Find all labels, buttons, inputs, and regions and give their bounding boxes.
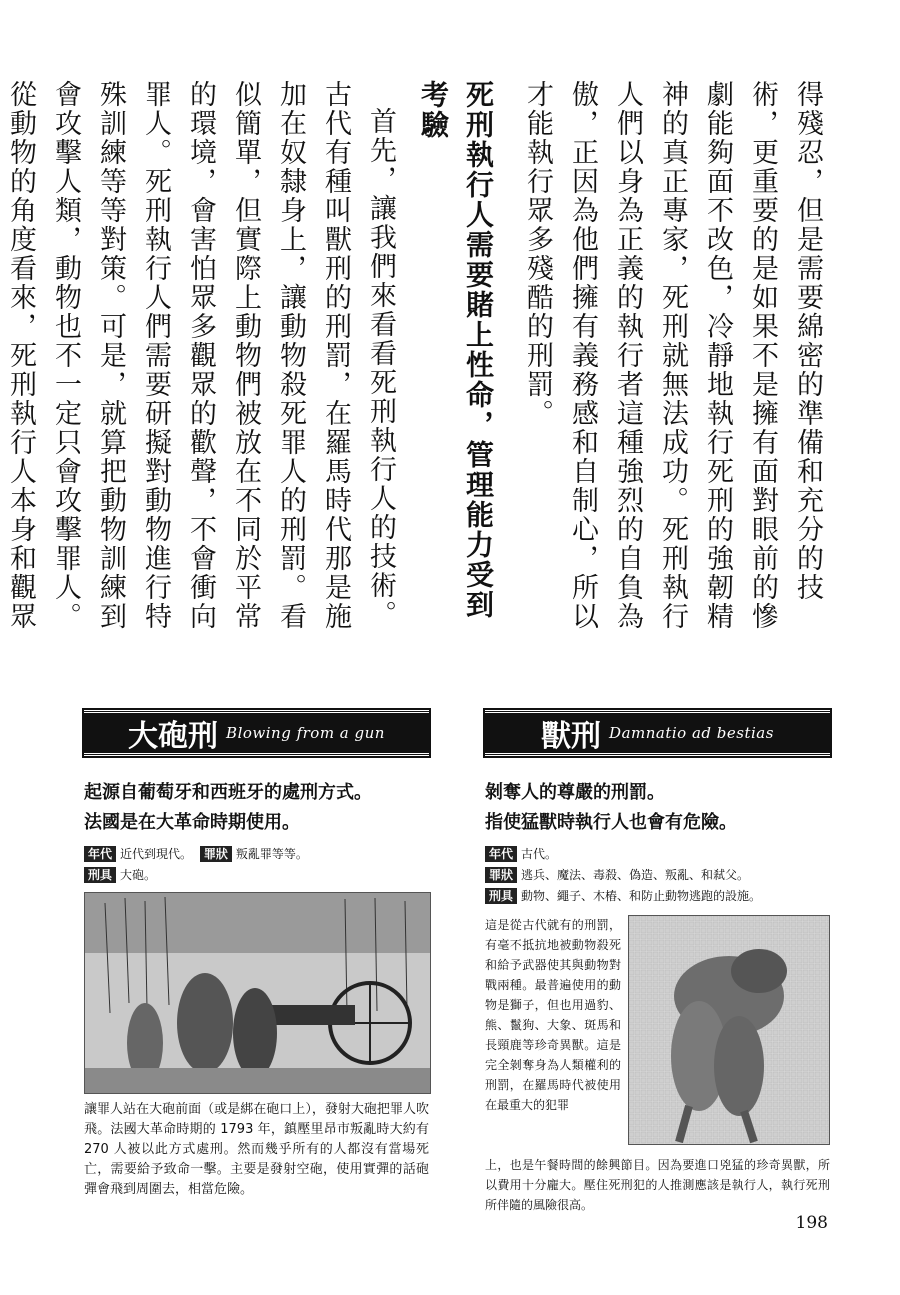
beast-meta <box>485 844 830 907</box>
era-value: 近代到現代。 <box>120 847 193 861</box>
beast-body <box>485 915 830 1155</box>
beast-subtitle-line-1: 剝奪人的尊嚴的刑罰。 <box>485 782 665 803</box>
cannon-illustration <box>85 893 430 1093</box>
crime-tag: 罪狀 <box>485 867 517 883</box>
beast-float-text: 這是從古代就有的刑罰，有毫不抵抗地被動物殺死和給予武器使其與動物對戰兩種。最普遍使用的動物是獅子，但也用過豹、熊、鬣狗、大象、斑馬和長頸鹿等珍奇異獸。這是完全剝奪身為人類權利的刑罰，在羅馬時代被使用在最重大的犯罪 <box>485 918 621 1112</box>
era-value: 古代。 <box>521 847 558 861</box>
tool-value: 動物、繩子、木樁、和防止動物逃跑的設施。 <box>521 889 762 903</box>
cannon-engraving-image <box>84 892 431 1094</box>
cannon-caption: 讓罪人站在大砲前面（或是綁在砲口上），發射大砲把罪人吹飛。法國大革命時期的 1793 年，鎮壓里昂市叛亂時大約有 270 人被以此方式處刑。然而幾乎所有的人都沒有當場死亡，需要給予致命一擊。主要是發射空砲，使用實彈的話砲彈會飛到周圍去，相當危險。 <box>84 1102 429 1197</box>
beast-tail-text: 上，也是午餐時間的餘興節目。因為要進口兇猛的珍奇異獸，所以費用十分龐大。壓住死刑犯的人推測應該是執行人，執行死刑所伴隨的風險很高。 <box>485 1158 830 1212</box>
tool-value: 大砲。 <box>120 868 157 882</box>
crime-value: 叛亂罪等等。 <box>235 847 308 861</box>
crime-tag: 罪狀 <box>200 846 232 862</box>
beast-subtitle <box>485 778 830 838</box>
cannon-title-banner <box>84 710 429 756</box>
crime-value: 逃兵、魔法、毒殺、偽造、叛亂、和弒父。 <box>521 868 750 882</box>
article-heading: 死刑執行人需要賭上性命，管理能力受到考驗 <box>417 80 495 620</box>
beast-subtitle-line-2: 指使猛獸時執行人也會有危險。 <box>485 812 737 833</box>
cannon-subtitle <box>84 778 429 838</box>
cannon-panel <box>84 710 429 1200</box>
mosaic-image <box>628 915 830 1145</box>
cannon-title-en: Blowing from a gun <box>226 724 385 742</box>
beast-title: 獸刑 <box>541 719 602 754</box>
era-tag: 年代 <box>485 846 517 862</box>
cannon-title: 大砲刑 <box>128 719 219 754</box>
tool-tag: 刑具 <box>485 888 517 904</box>
beast-title-en: Damnatio ad bestias <box>609 724 774 742</box>
cannon-subtitle-line-1: 起源自葡萄牙和西班牙的處刑方式。 <box>84 782 372 803</box>
article-paragraph-1: 首先，讓我們來看看死刑執行人的技術。古代有種叫獸刑的刑罰，在羅馬時代那是施加在奴隸身上，讓動物殺死罪人的刑罰。看似簡單，但實際上動物們被放在不同於平常的環境，會害怕眾多觀眾的歡聲，不會衝向罪人。死刑執行人們需要研擬對動物進行特殊訓練等等對策。可是，就算把動物訓練到會攻擊人類，動物也不一定只會攻擊罪人。從動物的角度看來，死刑執行人本身和觀眾 <box>5 80 396 631</box>
tool-tag: 刑具 <box>84 867 116 883</box>
cannon-subtitle-line-2: 法國是在大革命時期使用。 <box>84 812 300 833</box>
article-intro: 得殘忍，但是需要綿密的準備和充分的技術，更重要的是如果不是擁有面對眼前的慘劇能夠面不改色，冷靜地執行死刑的強韌精神的真正專家，死刑就無法成功。死刑執行人們以身為正義的執行者這種強烈的自負為傲，正因為他們擁有義務感和自制心，所以才能執行眾多殘酷的刑罰。 <box>522 80 823 631</box>
cannon-meta <box>84 844 429 886</box>
era-tag: 年代 <box>84 846 116 862</box>
main-article <box>5 80 830 640</box>
page-number: 198 <box>795 1213 828 1233</box>
beast-panel <box>485 710 830 1215</box>
mosaic-illustration <box>629 916 829 1144</box>
beast-title-banner <box>485 710 830 756</box>
